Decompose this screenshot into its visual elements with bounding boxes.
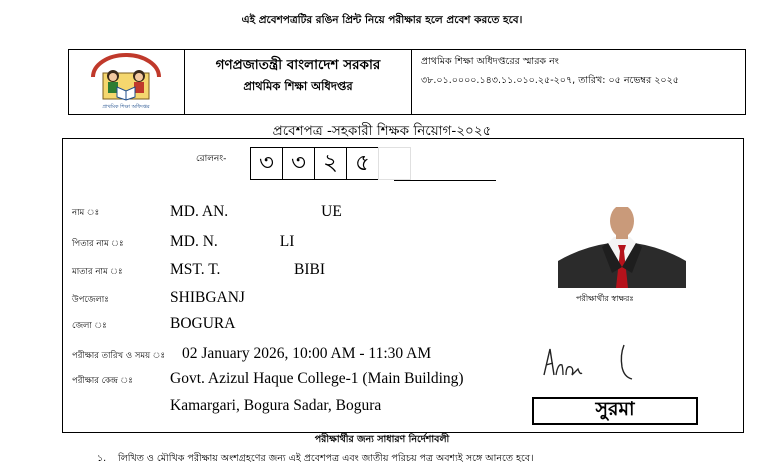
mother-name: MST. T. BIBI	[170, 261, 326, 278]
father-name: MD. N. LI	[170, 233, 295, 250]
department-name: প্রাথমিক শিক্ষা অধিদপ্তর	[243, 79, 353, 93]
exam-center-line2: Kamargari, Bogura Sadar, Bogura	[170, 397, 382, 414]
memo-label: প্রাথমিক শিক্ষা অধিদপ্তরের স্মারক নং	[421, 56, 559, 67]
print-instruction-note: এই প্রবেশপত্রটির রঙিন প্রিন্ট নিয়ে পরীক্ষার হলে প্রবেশ করতে হবে।	[241, 14, 523, 26]
exam-center-line1: Govt. Azizul Haque College-1 (Main Building)	[170, 370, 464, 387]
candidate-photo	[558, 207, 686, 288]
roll-label: রোলনং-	[196, 154, 227, 164]
exam-center-label: পরীক্ষার কেন্দ্র ঃ	[72, 376, 133, 386]
mother-name-label: মাতার নাম ঃ	[72, 267, 123, 277]
upazila-label: উপজেলাঃ	[72, 295, 109, 305]
roll-digit: ৩	[282, 147, 315, 180]
upazila-value: SHIBGANJ	[170, 289, 245, 306]
header-box	[68, 49, 746, 115]
admit-card-title: প্রবেশপত্র -সহকারী শিক্ষক নিয়োগ-২০২৫	[272, 123, 492, 139]
center-code-box: সুরমা	[532, 397, 698, 425]
roll-digit-redacted	[378, 147, 411, 180]
instructions-heading: পরীক্ষার্থীর জন্য সাধারণ নির্দেশাবলী	[314, 434, 450, 445]
memo-number: ৩৮.০১.০০০০.১৪৩.১১.০১০.২৫-২০৭, তারিখ: ০৫ নভেম্বর ২০২৫	[421, 75, 679, 86]
father-name-label: পিতার নাম ঃ	[72, 239, 124, 249]
district-value: BOGURA	[170, 315, 236, 332]
instruction-number: ১.	[97, 453, 107, 464]
candidate-signature	[536, 337, 646, 387]
roll-digit: ৫	[346, 147, 379, 180]
exam-datetime-label: পরীক্ষার তারিখ ও সময় ঃ	[72, 351, 165, 361]
header-divider	[411, 50, 412, 114]
header-divider	[184, 50, 185, 114]
dpe-logo	[73, 53, 179, 111]
instruction-text: লিখিত ও মৌখিক পরীক্ষায় অংশগ্রহণের জন্য এই প্রবেশপত্র এবং জাতীয় পরিচয় পত্র অবশ্যই সঙ্গে আনতে হবে।	[118, 453, 534, 464]
roll-number-boxes	[250, 147, 410, 180]
signature-caption: পরীক্ষার্থীর স্বাক্ষরঃ	[576, 294, 634, 303]
roll-digit: ২	[314, 147, 347, 180]
exam-datetime: 02 January 2026, 10:00 AM - 11:30 AM	[182, 345, 432, 362]
candidate-name: MD. AN. UE	[170, 203, 342, 220]
government-name: গণপ্রজাতন্ত্রী বাংলাদেশ সরকার	[215, 57, 381, 73]
roll-redacted-line	[394, 180, 496, 181]
logo-caption: প্রাথমিক শিক্ষা অধিদপ্তর	[102, 104, 150, 110]
roll-digit: ৩	[250, 147, 283, 180]
district-label: জেলা ঃ	[72, 321, 107, 331]
name-label: নাম ঃ	[72, 208, 100, 218]
